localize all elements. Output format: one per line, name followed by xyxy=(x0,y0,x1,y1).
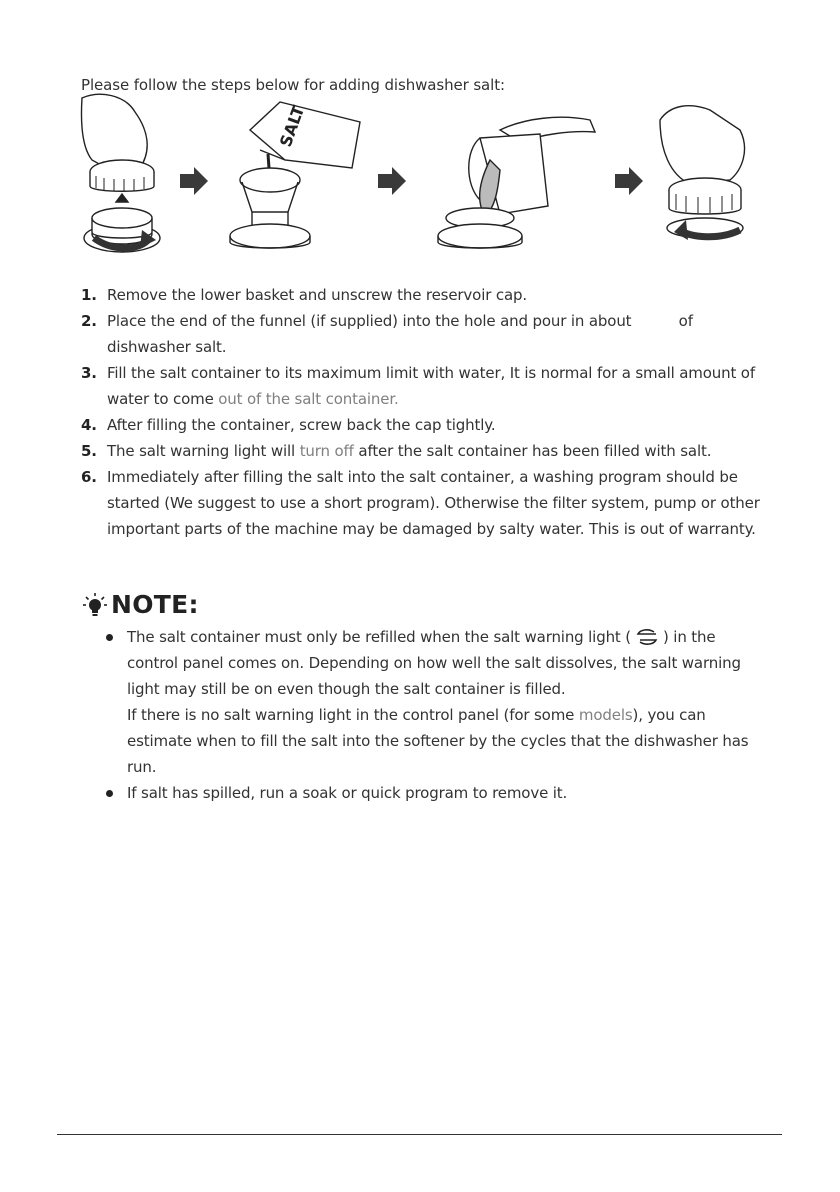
step-item xyxy=(81,412,761,438)
note-list xyxy=(105,624,765,806)
salt-box-label: SALT xyxy=(275,103,309,150)
note-text: If salt has spilled, run a soak or quick program to remove it. xyxy=(127,784,568,802)
step-text-faded: turn off xyxy=(299,442,354,460)
note-item xyxy=(105,624,765,780)
step-pour-salt-illustration xyxy=(230,102,360,248)
step-number: 5. xyxy=(81,442,97,460)
footer-rule xyxy=(57,1134,782,1135)
step-pour-water-illustration xyxy=(438,117,595,248)
step-text: Place the end of the funnel (if supplied) into the hole and pour in about xyxy=(107,312,632,330)
note-text: ), you can estimate when to fill the salt into the softener by the cycles that the dishwasher has run. xyxy=(127,706,749,776)
step-text: Fill the salt container to its maximum limit with water, It is normal for a small amount of water to come xyxy=(107,364,755,408)
step-number: 4. xyxy=(81,416,97,434)
bullet-icon xyxy=(106,634,113,641)
note-item xyxy=(105,780,765,806)
intro-text: Please follow the steps below for adding dishwasher salt: xyxy=(81,76,505,94)
step-text: of dishwasher salt. xyxy=(107,312,693,356)
step-number: 3. xyxy=(81,364,97,382)
note-text: The salt container must only be refilled when the salt warning light ( xyxy=(127,628,631,646)
step-text-faded: out of the salt container. xyxy=(218,390,399,408)
step-text: After filling the container, screw back the cap tightly. xyxy=(107,416,496,434)
step-text: The salt warning light will xyxy=(107,442,300,460)
step-screw-cap-illustration xyxy=(660,106,745,240)
arrow-1-icon xyxy=(180,167,208,195)
step-number: 6. xyxy=(81,468,97,486)
step-item xyxy=(81,308,761,360)
step-item xyxy=(81,282,761,308)
note-text-faded: models xyxy=(578,706,633,724)
arrow-3-icon xyxy=(615,167,643,195)
salt-filling-illustrations xyxy=(70,90,770,265)
step-text: Remove the lower basket and unscrew the reservoir cap. xyxy=(107,286,527,304)
step-item xyxy=(81,438,761,464)
step-number: 2. xyxy=(81,312,97,330)
note-heading xyxy=(83,590,199,619)
steps-list xyxy=(81,282,761,542)
salt-warning-light-icon xyxy=(634,629,660,645)
step-unscrew-cap-illustration xyxy=(81,94,160,252)
note-text: If there is no salt warning light in the control panel (for some xyxy=(127,706,579,724)
step-number: 1. xyxy=(81,286,97,304)
step-text: Immediately after filling the salt into the salt container, a washing program should be started (We suggest to use a short program). Otherwise the filter system, pump or other important parts of the machine may be damaged by salty water. This is out of warranty. xyxy=(107,468,760,538)
bullet-icon xyxy=(106,790,113,797)
lightbulb-icon xyxy=(83,592,107,618)
note-text: ) in the control panel comes on. Depending on how well the salt dissolves, the salt warning light may still be on even though the salt container is filled. xyxy=(127,628,741,698)
step-text: after the salt container has been filled with salt. xyxy=(353,442,712,460)
arrow-2-icon xyxy=(378,167,406,195)
note-title: NOTE: xyxy=(111,590,199,619)
step-item xyxy=(81,360,761,412)
step-item xyxy=(81,464,761,542)
